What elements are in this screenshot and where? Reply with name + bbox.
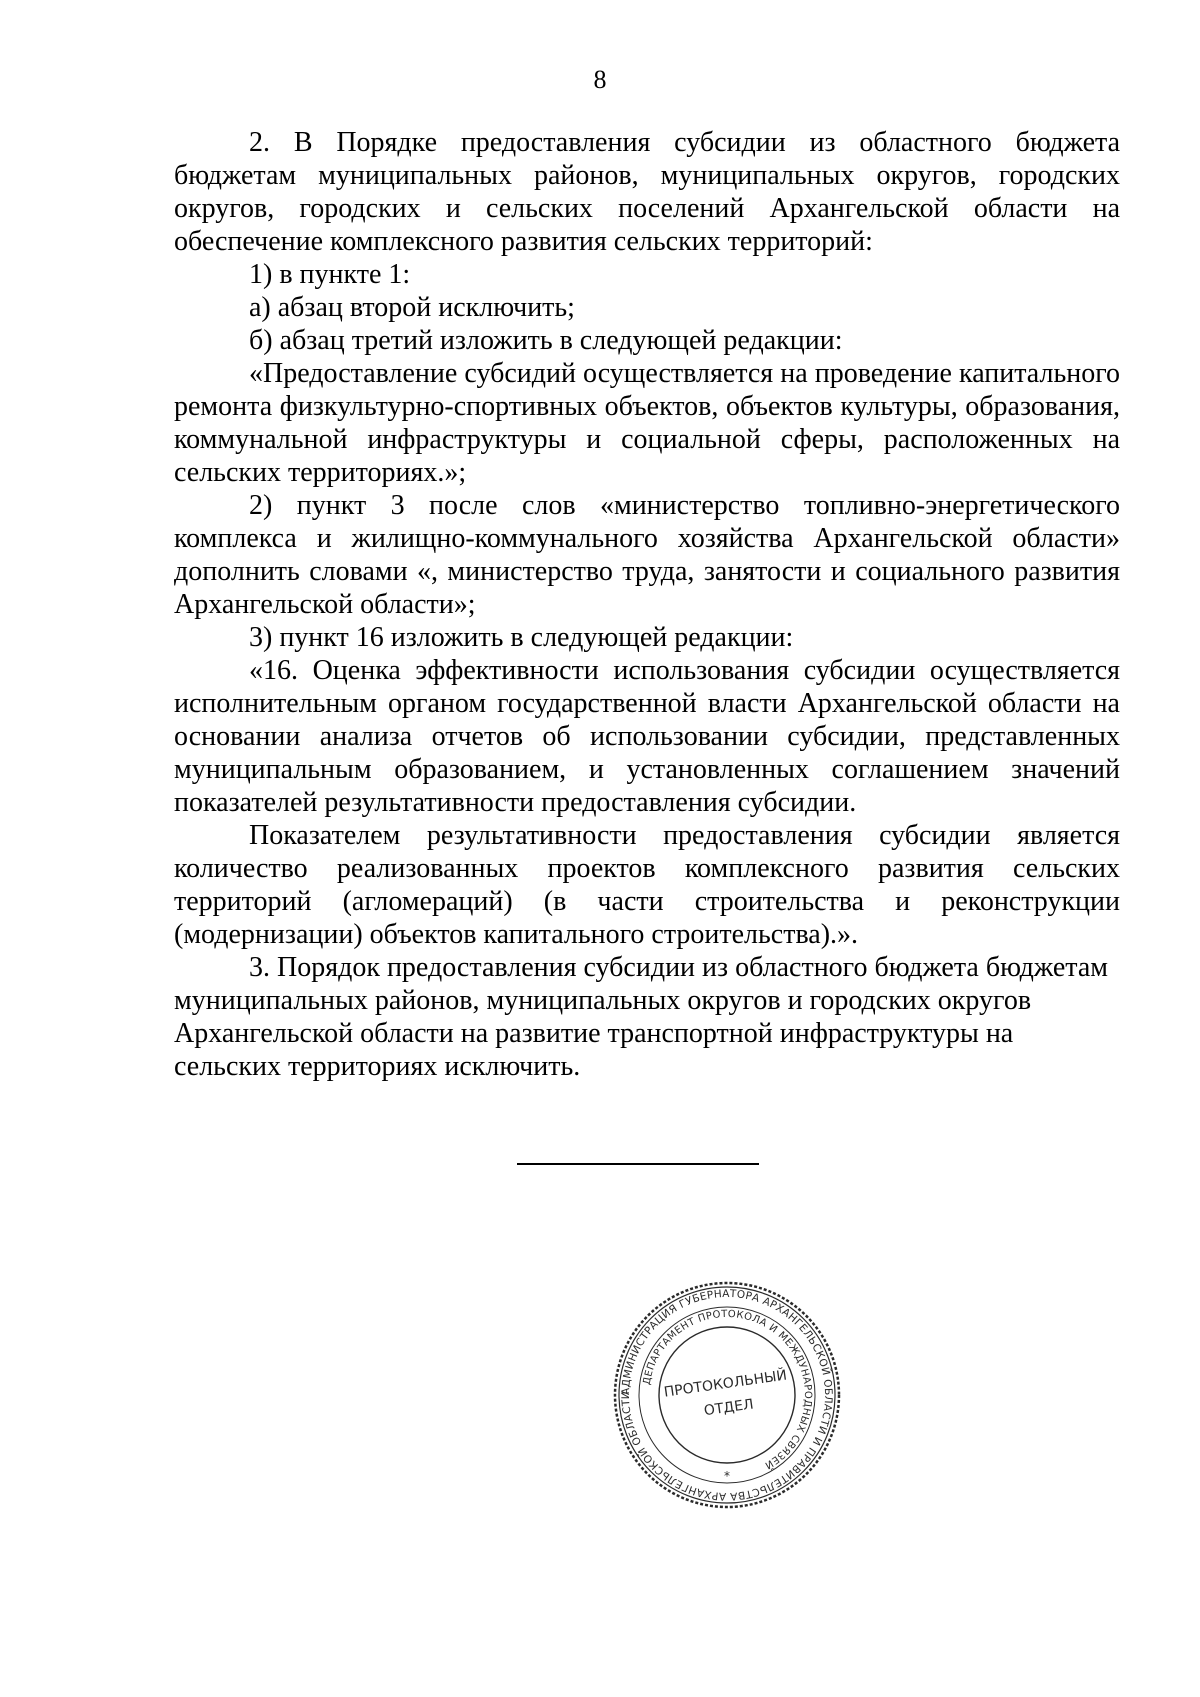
official-stamp (612, 1280, 842, 1510)
stamp-graphic (612, 1280, 842, 1510)
stamp-inner-text: ДЕПАРТАМЕНТ ПРОТОКОЛА И МЕЖДУНАРОДНЫХ СВЯЗЕЙ (641, 1308, 814, 1471)
closing-rule (517, 1163, 759, 1165)
paragraph-subitem-a: а) абзац второй исключить; (249, 292, 575, 323)
paragraph-indicator: Показателем результативности предоставления субсидии является количество реализованных проектов комплексного развития сельских территорий (агломераций) (в части строительства и реконструкции (модернизации) объектов капитального строительства).». (174, 820, 1120, 950)
paragraph-subitem-3: 3) пункт 16 изложить в следующей редакции: (249, 622, 794, 653)
stamp-star-icon: * (724, 1469, 730, 1483)
stamp-outer-text: АДМИНИСТРАЦИЯ ГУБЕРНАТОРА АРХАНГЕЛЬСКОЙ ОБЛАСТИ И ПРАВИТЕЛЬСТВА АРХАНГЕЛЬСКОЙ ОБЛАСТИ (619, 1287, 835, 1503)
paragraph-quoted-text-16: «16. Оценка эффективности использования субсидии осуществляется исполнительным органом государственной власти Архангельской области на основании анализа отчетов об использовании субсидии, представленных муниципальным образованием, и установленных соглашением значений показателей результативности предоставления субсидии. (174, 655, 1120, 818)
paragraph-quoted-text-1: «Предоставление субсидий осуществляется на проведение капитального ремонта физкультурно-спортивных объектов, объектов культуры, образования, коммунальной инфраструктуры и социальной сферы, расположенных на сельских территориях.»; (174, 358, 1120, 488)
stamp-center-line-1: ПРОТОКОЛЬНЫЙ (662, 1367, 788, 1401)
paragraph-item-2: 2. В Порядке предоставления субсидии из областного бюджета бюджетам муниципальных районов, муниципальных округов, городских округов, городских и сельских поселений Архангельской области на обеспечение комплексного развития сельских территорий: (174, 127, 1120, 257)
page-number: 8 (593, 65, 607, 94)
paragraph-subitem-2: 2) пункт 3 после слов «министерство топливно-энергетического комплекса и жилищно-коммунального хозяйства Архангельской области» дополнить словами «, министерство труда, занятости и социального развития Архангельской области»; (174, 490, 1120, 620)
paragraph-subitem-b: б) абзац третий изложить в следующей редакции: (249, 325, 843, 356)
stamp-center-line-2: ОТДЕЛ (702, 1396, 755, 1420)
paragraph-subitem-1: 1) в пункте 1: (249, 259, 411, 290)
paragraph-item-3: 3. Порядок предоставления субсидии из областного бюджета бюджетам муниципальных районов, муниципальных округов и городских округов Архангельской области на развитие транспортной инфраструктуры на сельских территориях исключить. (174, 952, 1108, 1082)
document-body (174, 126, 1120, 1083)
